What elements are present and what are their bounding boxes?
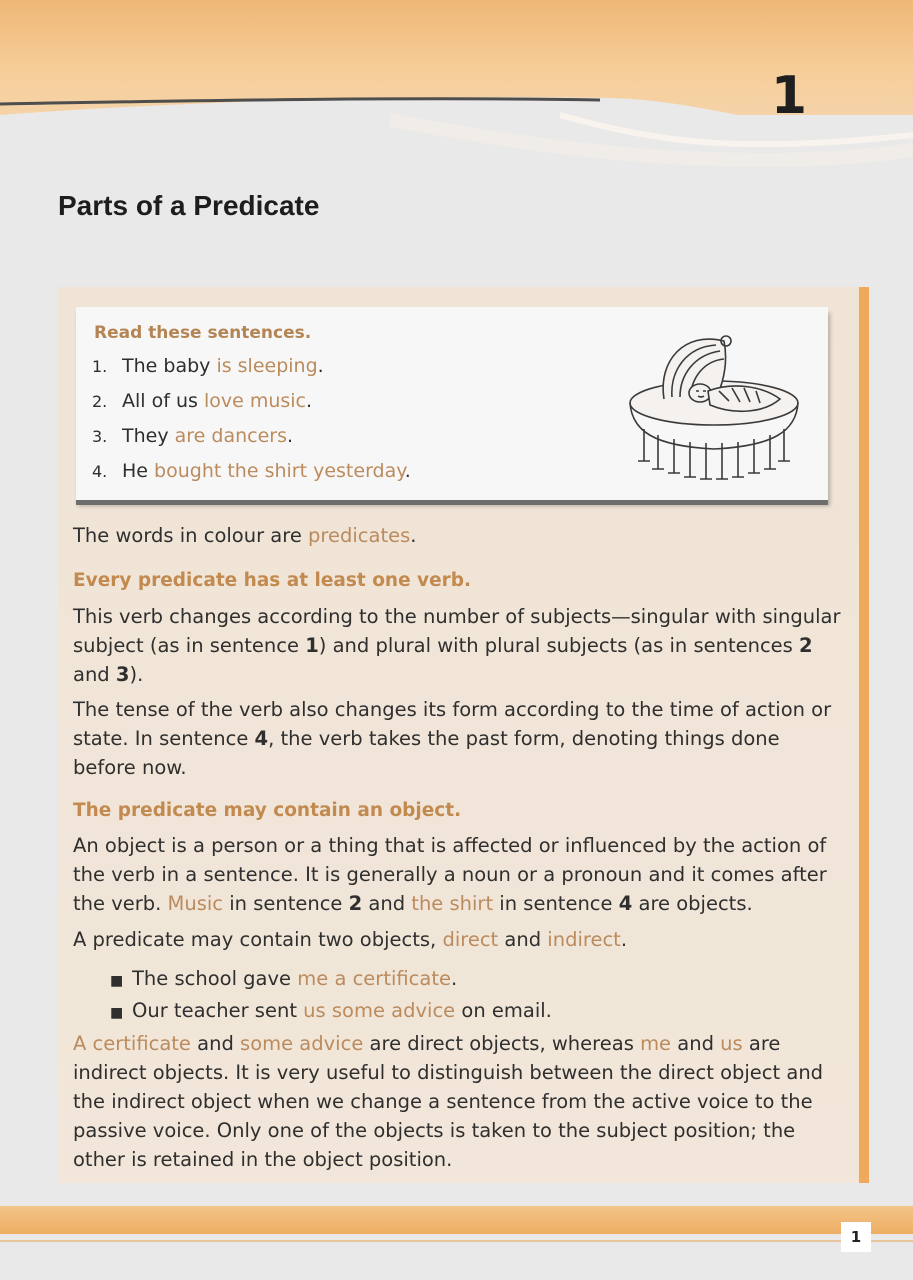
text-segment: and [73,663,116,686]
sentence-ref: 2 [348,892,363,915]
sentence-subject: All of us [122,390,204,412]
highlighted-word: indirect [547,928,621,951]
highlighted-word: Music [167,892,224,915]
text-segment: on email. [455,999,552,1022]
text-segment: Our teacher sent [132,999,304,1022]
sentence-end: . [404,460,411,482]
page-title: Parts of a Predicate [58,190,320,221]
verb-paragraph-1 [73,602,848,689]
text-segment: in sentence [223,892,349,915]
text-segment: ). [129,663,144,686]
sentence-subject: He [122,460,155,482]
sentence-ref: 1 [305,634,319,657]
text-segment: and [362,892,412,915]
section-heading-verb: Every predicate has at least one verb. [73,570,472,591]
sentence-predicate: are dancers [174,425,287,447]
text-segment: and [671,1032,721,1055]
sentence-item [92,390,411,425]
text-segment: The tense of the verb also changes its form according to the time of action or state. In sentence [73,698,832,750]
text-segment: and [498,928,548,951]
footer-band [0,1206,913,1234]
bullet-icon: ■ [110,1005,124,1021]
highlighted-word: me [640,1032,672,1055]
sentence-end: . [317,355,324,377]
intro-text [73,521,416,550]
sentence-subject: The baby [122,355,217,377]
text-segment: are objects. [632,892,753,915]
sentence-number: 1. [92,357,108,376]
bullet-item [110,996,552,1028]
sentence-number: 3. [92,427,108,446]
sentence-end: . [286,425,294,447]
intro-text-start: The words in colour are [73,524,309,547]
sentence-item [92,355,411,390]
footer-rule [0,1240,913,1242]
example-bullet-list [110,964,552,1028]
sentence-item [92,460,411,495]
object-paragraph-1 [73,831,848,918]
highlighted-word: direct [442,928,499,951]
highlighted-word: A certificate [73,1032,191,1055]
text-segment: . [450,967,458,990]
object-paragraph-2 [73,925,627,954]
sentence-item [92,425,411,460]
sentence-ref: 3 [115,663,130,686]
bullet-icon: ■ [110,973,124,989]
text-segment: in sentence [493,892,619,915]
section-heading-object: The predicate may contain an object. [73,800,462,821]
sentence-ref: 4 [618,892,633,915]
chapter-number: 1 [770,66,807,126]
highlighted-word: the shirt [411,892,494,915]
text-segment: ) and plural with plural subjects (as in sentences [318,634,800,657]
sentence-predicate: bought the shirt yesterday [154,460,405,482]
sentence-predicate: is sleeping [216,355,318,377]
sentence-subject: They [122,425,175,447]
text-segment: The school gave [132,967,298,990]
bullet-item [110,964,552,996]
page-number: 1 [841,1222,871,1252]
text-segment: . [620,928,628,951]
object-paragraph-3 [73,1029,848,1174]
text-segment: , the verb takes the past form, denoting things done before now. [73,727,780,779]
read-sentences-box [76,307,828,500]
sentence-list [92,355,411,495]
text-segment: This verb changes according to the number of subjects—singular with singular subject (as in sentence [73,605,841,657]
highlighted-word: me a certificate [297,967,451,990]
text-segment: are indirect objects. It is very useful to distinguish between the direct object and the indirect object when we change a sentence from the active voice to the passive voice. Only one of the objects is taken to the subject position; the other is retained in the object position. [73,1032,824,1171]
sentence-predicate: love music [203,390,306,412]
text-segment: are direct objects, whereas [363,1032,641,1055]
text-segment: and [190,1032,241,1055]
sentence-number: 4. [92,462,108,481]
sentence-ref: 2 [799,634,813,657]
sentence-number: 2. [92,392,108,411]
sentence-end: . [306,390,313,412]
intro-text-end: . [410,524,417,547]
text-segment: A predicate may contain two objects, [73,928,443,951]
sentence-ref: 4 [254,727,269,750]
baby-cradle-illustration [624,321,804,486]
intro-keyword: predicates [308,524,411,547]
highlighted-word: some advice [240,1032,364,1055]
highlighted-word: us some advice [303,999,456,1022]
read-box-heading: Read these sentences. [94,323,312,343]
verb-paragraph-2 [73,695,833,782]
highlighted-word: us [720,1032,743,1055]
text-segment: An object is a person or a thing that is affected or influenced by the action of the verb in a sentence. It is generally a noun or a pronoun and it comes after the verb. [73,834,827,915]
